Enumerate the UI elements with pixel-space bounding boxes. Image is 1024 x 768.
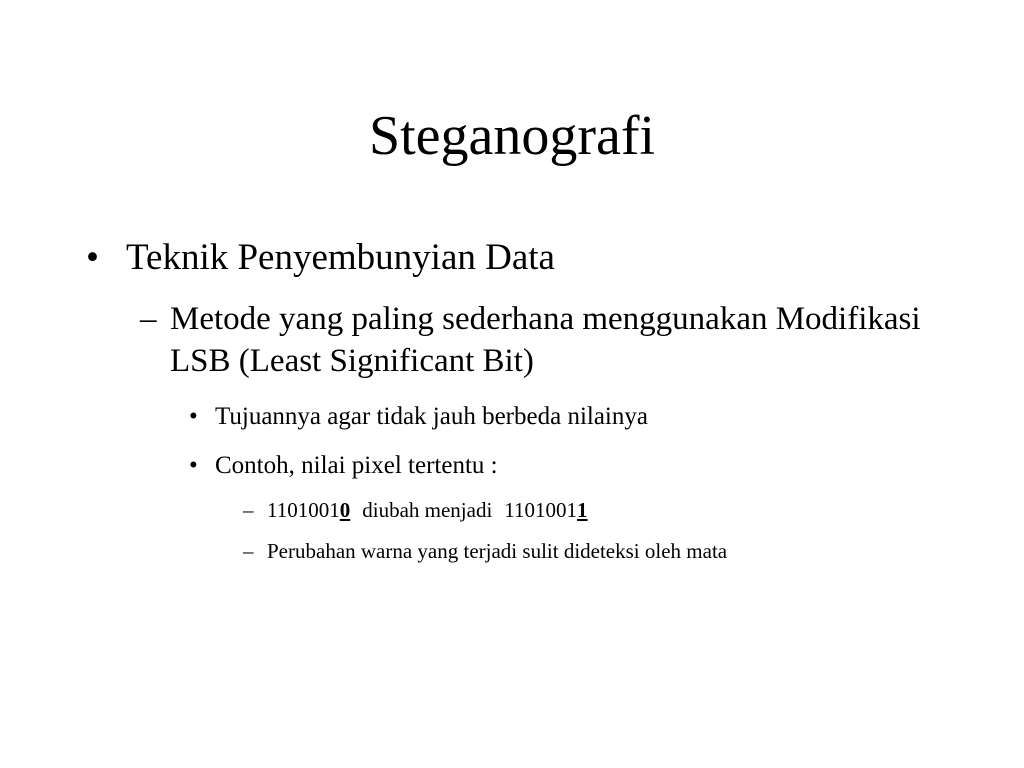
- new-lsb: 1: [577, 498, 588, 522]
- bullet-text: Teknik Penyembunyian Data: [126, 237, 555, 278]
- bullet-level-2: [140, 298, 990, 382]
- bullet-level-4: [243, 496, 588, 524]
- bullet-level-3: [189, 401, 648, 433]
- lsb-example: [267, 496, 588, 524]
- bullet-dot-icon: •: [189, 403, 198, 430]
- new-bits: 1101001: [504, 498, 578, 522]
- bullet-text: Contoh, nilai pixel tertentu :: [215, 452, 498, 479]
- original-lsb: 0: [339, 498, 351, 522]
- bullet-text: Tujuannya agar tidak jauh berbeda nilainya: [215, 403, 648, 430]
- dash-icon: –: [140, 301, 157, 337]
- slide-title: Steganografi: [368, 105, 656, 167]
- dash-icon: –: [243, 498, 254, 522]
- original-bits: 1101001: [267, 498, 340, 522]
- bullet-dot-icon: •: [189, 452, 198, 479]
- bullet-level-1: [86, 236, 555, 280]
- example-middle-text: diubah menjadi: [362, 498, 493, 522]
- dash-icon: –: [243, 539, 254, 563]
- bullet-text: Perubahan warna yang terjadi sulit dideteksi oleh mata: [267, 539, 728, 563]
- bullet-level-3: [189, 450, 498, 482]
- bullet-level-4: [243, 537, 727, 565]
- bullet-text: Metode yang paling sederhana menggunakan Modifikasi LSB (Least Significant Bit): [170, 301, 921, 379]
- bullet-dot-icon: •: [86, 237, 99, 278]
